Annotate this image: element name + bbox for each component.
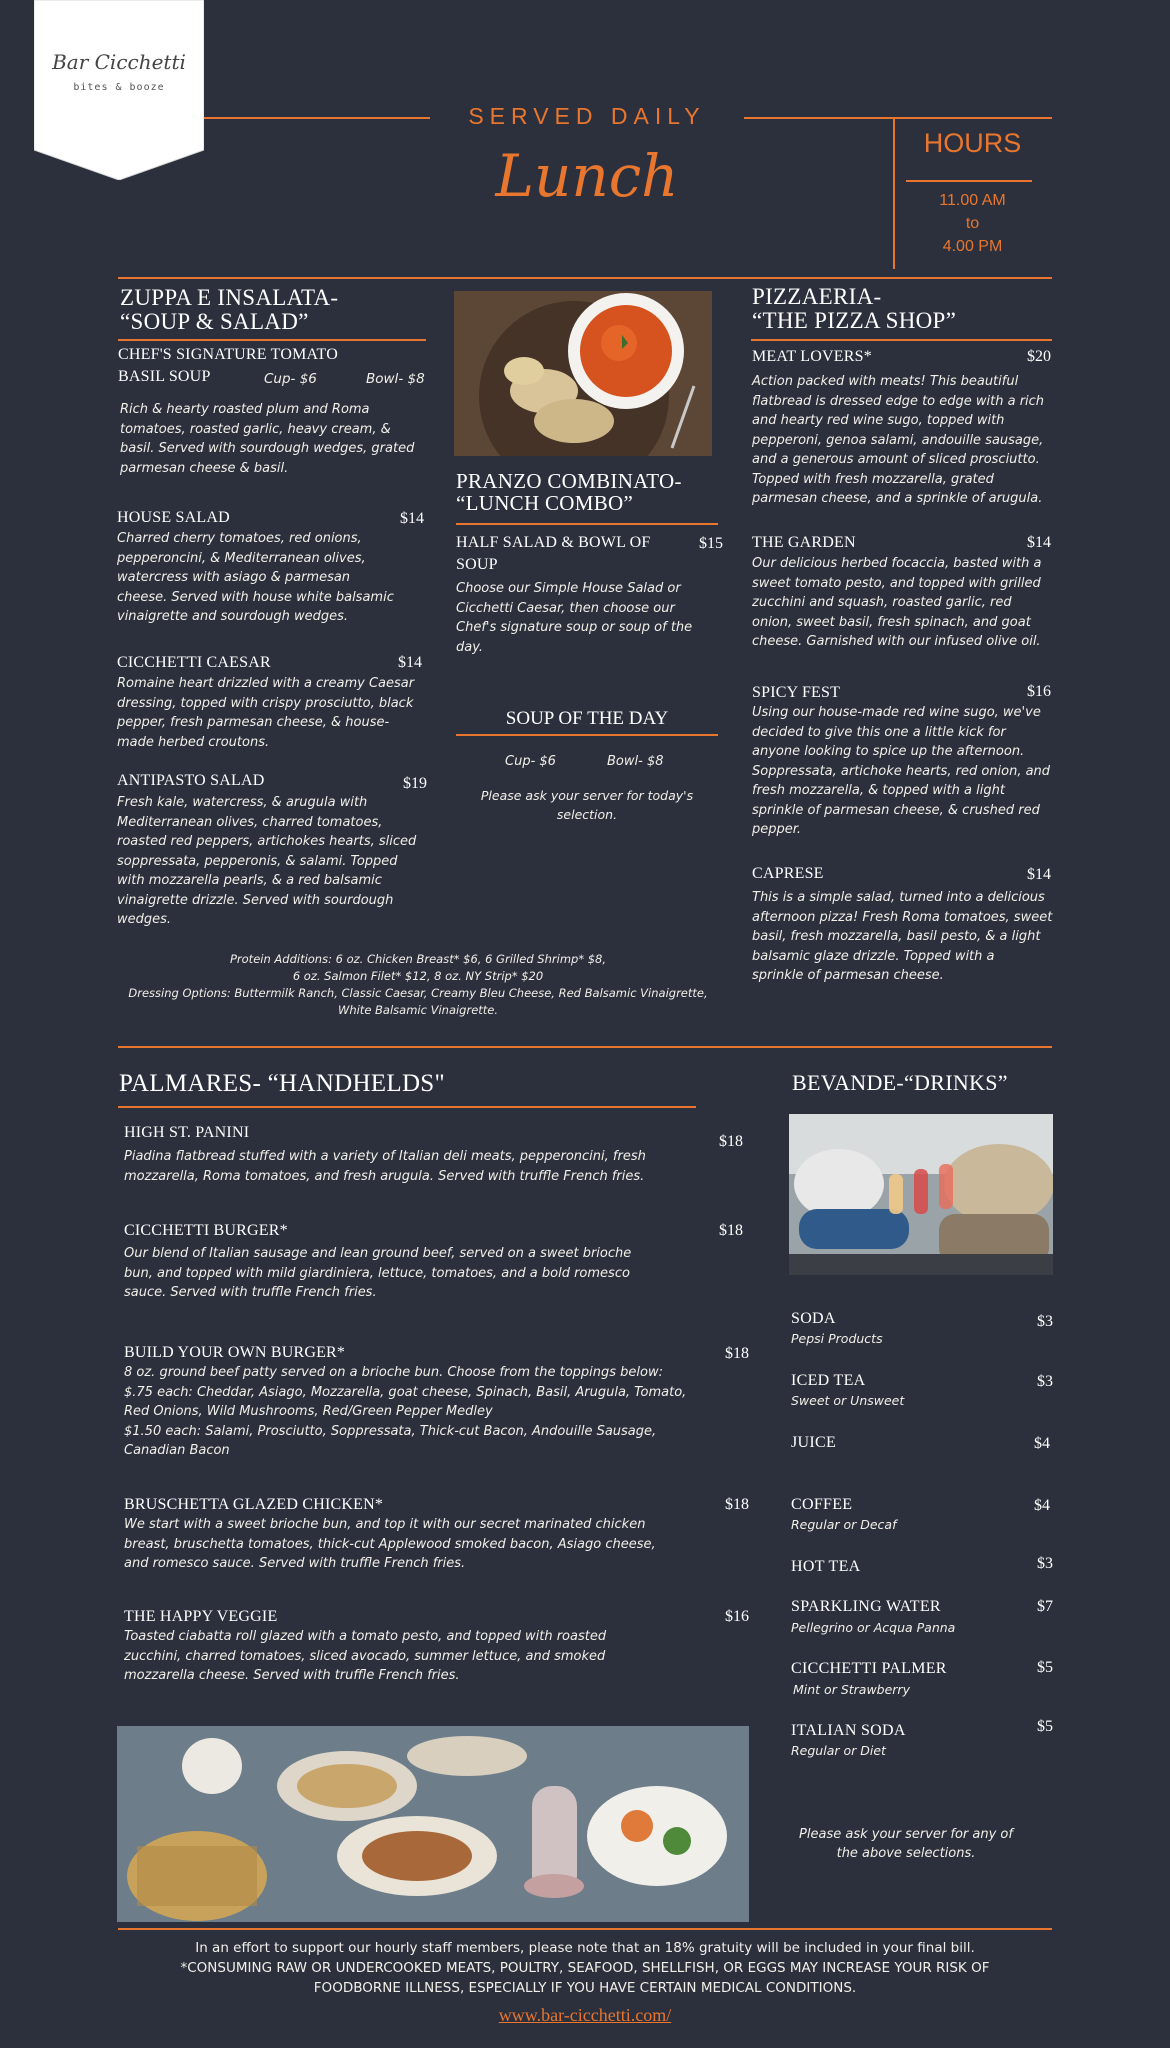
food-spread-photo	[117, 1726, 749, 1922]
pizza-item-name: SPICY FEST	[752, 684, 841, 701]
handheld-name: HIGH ST. PANINI	[124, 1124, 250, 1141]
tomato-soup-name-line1: CHEF'S SIGNATURE TOMATO	[118, 346, 338, 363]
house-salad-desc	[117, 529, 394, 627]
desc-line: This is a simple salad, turned into a delicious	[752, 890, 1045, 905]
drink-sub: Regular or Diet	[791, 1743, 886, 1758]
sotd-bowl: Bowl- $8	[607, 754, 664, 769]
desc-line: Soppressata, artichoke hearts, red onion, and	[752, 763, 1051, 779]
pizza-item-name: THE GARDEN	[752, 534, 856, 551]
caesar-desc	[117, 674, 414, 752]
desc-line: parmesan cheese & basil.	[120, 460, 289, 476]
handheld-price: $18	[725, 1345, 749, 1362]
food-spread-photo-art	[117, 1726, 749, 1922]
desc-line: zucchini, charred tomatoes, sliced avocado, summer lettuce, and smoked	[124, 1648, 606, 1664]
desc-line: tomatoes, roasted garlic, heavy cream, &	[120, 421, 391, 437]
desc-line: Red Onions, Wild Mushrooms, Red/Green Pepper Medley	[124, 1404, 493, 1419]
pizza-item-desc	[752, 554, 1041, 652]
desc-line: pepperoni, genoa salami, andouille sausage,	[752, 432, 1044, 448]
desc-line: Mediterranean olives, charred tomatoes,	[117, 814, 383, 830]
sotd-title: SOUP OF THE DAY	[505, 708, 669, 729]
handheld-desc	[124, 1244, 631, 1303]
drink-price: $4	[1034, 1435, 1050, 1452]
drink-sub: Pellegrino or Acqua Panna	[791, 1620, 956, 1635]
note-line: Please ask your server for any of	[799, 1827, 1013, 1842]
desc-line: $.75 each: Cheddar, Asiago, Mozzarella, goat cheese, Spinach, Basil, Arugula, Tomato,	[124, 1384, 687, 1400]
pizza-item-name: MEAT LOVERS*	[752, 348, 872, 365]
tomato-soup-name-line2: BASIL SOUP	[118, 367, 211, 385]
handheld-desc	[124, 1515, 656, 1574]
desc-line: day.	[456, 639, 484, 655]
drink-price: $5	[1037, 1659, 1053, 1676]
soup-photo	[454, 291, 712, 456]
pizza-title	[752, 285, 956, 333]
protein-additions-cont: 6 oz. Salmon Filet* $12, 8 oz. NY Strip* $20	[292, 969, 544, 983]
combo-title-line1: PRANZO COMBINATO-	[456, 469, 682, 493]
desc-line: afternoon pizza! Fresh Roma tomatoes, sweet	[752, 909, 1053, 925]
drink-sub: Regular or Decaf	[791, 1517, 897, 1532]
desc-line: breast, bruschetta tomatoes, thick-cut Applewood smoked bacon, Asiago cheese,	[124, 1536, 656, 1552]
handheld-name: CICCHETTI BURGER*	[124, 1222, 288, 1239]
header-rule-left	[204, 117, 430, 119]
soup-photo-art	[454, 291, 712, 456]
desc-line: vinaigrette and sourdough wedges.	[117, 609, 349, 624]
combo-title-line2: “LUNCH COMBO”	[456, 491, 634, 516]
drink-name: SPARKLING WATER	[791, 1598, 941, 1615]
pizza-item-desc	[752, 888, 1052, 986]
desc-line: wedges.	[117, 912, 172, 927]
drink-price: $3	[1037, 1373, 1053, 1390]
note-line: selection.	[556, 807, 618, 822]
tomato-bowl-price: Bowl- $8	[366, 371, 425, 387]
logo-name: Bar Cicchetti	[52, 50, 186, 74]
tomato-cup-price: Cup- $6	[264, 371, 317, 387]
consumption-warning: *CONSUMING RAW OR UNDERCOOKED MEATS, POULTRY, SEAFOOD, SHELLFISH, OR EGGS MAY INCREASE YOUR RISK OF	[180, 1960, 990, 1976]
desc-line: balsamic glaze drizzle. Topped with a	[752, 948, 995, 964]
desc-line: Chef's signature soup or soup of the	[456, 620, 693, 635]
desc-line: sprinkle of parmesan cheese, & crushed red	[752, 802, 1040, 818]
desc-line: onion, sweet basil, fresh spinach, and goat	[752, 614, 1031, 630]
drink-price: $5	[1037, 1718, 1053, 1735]
sotd-cup: Cup- $6	[505, 754, 556, 769]
tomato-soup-desc	[120, 400, 414, 478]
pizza-item-desc	[752, 372, 1044, 509]
drink-name: SODA	[791, 1310, 836, 1327]
desc-line: mozzarella cheese. Served with truffle French fries.	[124, 1668, 460, 1683]
pizza-title-line2: “THE PIZZA SHOP”	[752, 308, 957, 334]
drinks-photo	[789, 1114, 1053, 1275]
handheld-price: $18	[725, 1496, 749, 1513]
desc-line: parmesan cheese, and a sprinkle of arugula.	[752, 491, 1043, 506]
website-link[interactable]: www.bar-cicchetti.com/	[498, 2005, 672, 2025]
soup-salad-rule	[118, 339, 426, 341]
desc-line: cheese. Served with house white balsamic	[117, 589, 394, 605]
house-salad-name: HOUSE SALAD	[117, 509, 230, 526]
handhelds-title: PALMARES- “HANDHELDS"	[119, 1070, 446, 1097]
mid-section-rule	[118, 1046, 1052, 1048]
hours-close: 4.00 PM	[942, 238, 1003, 255]
desc-line: sauce. Served with truffle French fries.	[124, 1285, 377, 1300]
drink-sub: Mint or Strawberry	[793, 1682, 910, 1697]
handheld-desc	[124, 1363, 686, 1461]
desc-line: 8 oz. ground beef patty served on a brioche bun. Choose from the toppings below:	[124, 1365, 663, 1380]
drink-sub: Pepsi Products	[791, 1331, 883, 1346]
desc-line: We start with a sweet brioche bun, and top it with our secret marinated chicken	[124, 1517, 646, 1532]
desc-line: Charred cherry tomatoes, red onions,	[117, 531, 362, 546]
desc-line: and hearty red wine sugo, topped with	[752, 413, 1005, 428]
desc-line: watercress with asiago & parmesan	[117, 570, 351, 585]
desc-line: Romaine heart drizzled with a creamy Caesar	[117, 676, 415, 691]
desc-line: Using our house-made red wine sugo, we've	[752, 705, 1041, 720]
combo-item-name-line1: HALF SALAD & BOWL OF	[456, 534, 651, 551]
handheld-name: BRUSCHETTA GLAZED CHICKEN*	[124, 1496, 384, 1513]
desc-line: mozzarella, Roma tomatoes, and fresh arugula. Served with truffle French fries.	[124, 1168, 645, 1184]
pizza-item-price: $16	[1027, 683, 1051, 700]
desc-line: Toasted ciabatta roll glazed with a tomato pesto, and topped with roasted	[124, 1629, 607, 1644]
desc-line: dressing, topped with crispy prosciutto, black	[117, 695, 414, 711]
desc-line: cheese. Garnished with our infused olive oil.	[752, 634, 1041, 649]
consumption-warning-cont: FOODBORNE ILLNESS, ESPECIALLY IF YOU HAVE CERTAIN MEDICAL CONDITIONS.	[313, 1980, 857, 1996]
combo-item-name	[456, 532, 651, 575]
desc-line: fresh mozzarella, & topped with a light	[752, 783, 1005, 798]
note-line: the above selections.	[836, 1846, 976, 1861]
drinks-photo-art	[789, 1114, 1053, 1275]
desc-line: soppressata, pepperonis, & salami. Topped	[117, 853, 398, 869]
hours-to: to	[965, 215, 980, 232]
drinks-title: BEVANDE-“DRINKS”	[792, 1070, 1008, 1095]
drink-price: $3	[1037, 1555, 1053, 1572]
drink-price: $3	[1037, 1313, 1053, 1330]
desc-line: Fresh kale, watercress, & arugula with	[117, 795, 368, 810]
hours-title: HOURS	[923, 128, 1022, 158]
handheld-desc	[124, 1147, 646, 1186]
desc-line: Our blend of Italian sausage and lean ground beef, served on a sweet brioche	[124, 1246, 632, 1261]
protein-additions: Protein Additions: 6 oz. Chicken Breast* $6, 6 Grilled Shrimp* $8,	[229, 952, 607, 966]
gratuity-note: In an effort to support our hourly staff members, please note that an 18% gratuity will be included in your final bill.	[195, 1940, 975, 1956]
drink-name: COFFEE	[791, 1496, 853, 1513]
pizza-title-line1: PIZZAERIA-	[752, 284, 882, 309]
logo-banner	[34, 0, 204, 180]
combo-title	[456, 470, 682, 514]
desc-line: Choose our Simple House Salad or	[456, 581, 681, 596]
top-section-rule	[118, 277, 1052, 279]
desc-line: roasted red peppers, artichokes hearts, sliced	[117, 834, 417, 849]
soup-salad-title	[120, 286, 338, 334]
drink-sub: Sweet or Unsweet	[791, 1393, 905, 1408]
pizza-item-price: $14	[1027, 866, 1051, 883]
combo-item-name-line2: SOUP	[456, 555, 498, 573]
header-rule-right	[744, 117, 1052, 119]
hours-open: 11.00 AM	[939, 192, 1006, 209]
logo-tagline: bites & booze	[73, 82, 165, 93]
note-line: Please ask your server for today's	[480, 788, 694, 803]
antipasto-name: ANTIPASTO SALAD	[117, 772, 265, 789]
drink-price: $4	[1034, 1497, 1050, 1514]
desc-line: anyone looking to spice up the afternoon.	[752, 744, 1025, 759]
pizza-item-name: CAPRESE	[752, 865, 824, 882]
antipasto-price: $19	[403, 775, 427, 792]
pizza-rule	[751, 339, 1052, 341]
desc-line: bun, and topped with mild giardiniera, lettuce, tomatoes, and a bold romesco	[124, 1265, 630, 1281]
handheld-price: $18	[719, 1222, 743, 1239]
page-title: Lunch	[495, 142, 679, 210]
caesar-price: $14	[398, 654, 422, 671]
handheld-name: THE HAPPY VEGGIE	[124, 1608, 278, 1625]
desc-line: Topped with fresh mozzarella, grated	[752, 471, 994, 487]
served-daily: SERVED DAILY	[468, 103, 706, 129]
desc-line: made herbed croutons.	[117, 734, 270, 750]
handheld-price: $18	[719, 1133, 743, 1150]
desc-line: flatbread is dressed edge to edge with a rich	[752, 393, 1045, 409]
house-salad-price: $14	[400, 510, 424, 527]
handheld-name: BUILD YOUR OWN BURGER*	[124, 1344, 346, 1361]
soup-salad-title-line2: “SOUP & SALAD”	[120, 309, 309, 335]
desc-line: and romesco sauce. Served with truffle French fries.	[124, 1556, 466, 1571]
handheld-desc	[124, 1627, 606, 1686]
desc-line: decided to give this one a little kick for	[752, 724, 1006, 740]
sotd-rule	[456, 734, 718, 736]
drink-name: CICCHETTI PALMER	[791, 1660, 947, 1677]
desc-line: pepper, fresh parmesan cheese, & house-	[117, 715, 390, 730]
desc-line: Rich & hearty roasted plum and Roma	[120, 402, 370, 417]
pizza-item-price: $20	[1027, 348, 1051, 365]
desc-line: Canadian Bacon	[124, 1443, 230, 1458]
hours-rule	[906, 180, 1032, 182]
drink-name: HOT TEA	[791, 1558, 861, 1575]
desc-line: pepper.	[752, 822, 802, 837]
desc-line: pepperoncini, & Mediterranean olives,	[117, 550, 366, 566]
drinks-note	[786, 1825, 1026, 1863]
desc-line: and a generous amount of sliced prosciutto.	[752, 452, 1040, 467]
caesar-name: CICCHETTI CAESAR	[117, 654, 271, 671]
combo-price: $15	[699, 535, 723, 552]
soup-salad-title-line1: ZUPPA E INSALATA-	[120, 285, 339, 310]
desc-line: Piadina flatbread stuffed with a variety of Italian deli meats, pepperoncini, fresh	[124, 1149, 646, 1164]
footer-rule	[118, 1928, 1052, 1930]
dressing-options: Dressing Options: Buttermilk Ranch, Classic Caesar, Creamy Bleu Cheese, Red Balsamic Vinaigrette,	[128, 986, 708, 1000]
sotd-note	[456, 786, 718, 824]
desc-line: basil, fresh mozzarella, basil pesto, & a light	[752, 929, 1041, 944]
desc-line: with mozzarella pearls, & a red balsamic	[117, 873, 382, 888]
pizza-item-desc	[752, 703, 1050, 840]
desc-line: sprinkle of parmesan cheese.	[752, 968, 944, 983]
protein-dressing-notes	[118, 951, 718, 1019]
drink-name: ITALIAN SODA	[791, 1722, 906, 1739]
handhelds-rule	[118, 1106, 696, 1108]
desc-line: Action packed with meats! This beautiful	[752, 374, 1019, 389]
desc-line: Our delicious herbed focaccia, basted with a	[752, 556, 1042, 571]
desc-line: $1.50 each: Salami, Prosciutto, Soppressata, Thick-cut Bacon, Andouille Sausage,	[124, 1423, 657, 1439]
antipasto-desc	[117, 793, 416, 930]
desc-line: vinaigrette drizzle. Served with sourdough	[117, 892, 394, 908]
desc-line: sweet tomato pesto, and topped with grilled	[752, 575, 1041, 591]
desc-line: zucchini and squash, roasted garlic, red	[752, 595, 1012, 610]
combo-desc	[456, 579, 692, 657]
hours-divider	[893, 117, 895, 269]
drink-name: JUICE	[791, 1434, 837, 1451]
desc-line: Cicchetti Caesar, then choose our	[456, 600, 675, 616]
dressing-options-cont: White Balsamic Vinaigrette.	[337, 1003, 499, 1017]
desc-line: basil. Served with sourdough wedges, grated	[120, 441, 415, 456]
combo-rule	[456, 523, 718, 525]
pizza-item-price: $14	[1027, 534, 1051, 551]
drink-price: $7	[1037, 1598, 1053, 1615]
drink-name: ICED TEA	[791, 1372, 866, 1389]
handheld-price: $16	[725, 1608, 749, 1625]
